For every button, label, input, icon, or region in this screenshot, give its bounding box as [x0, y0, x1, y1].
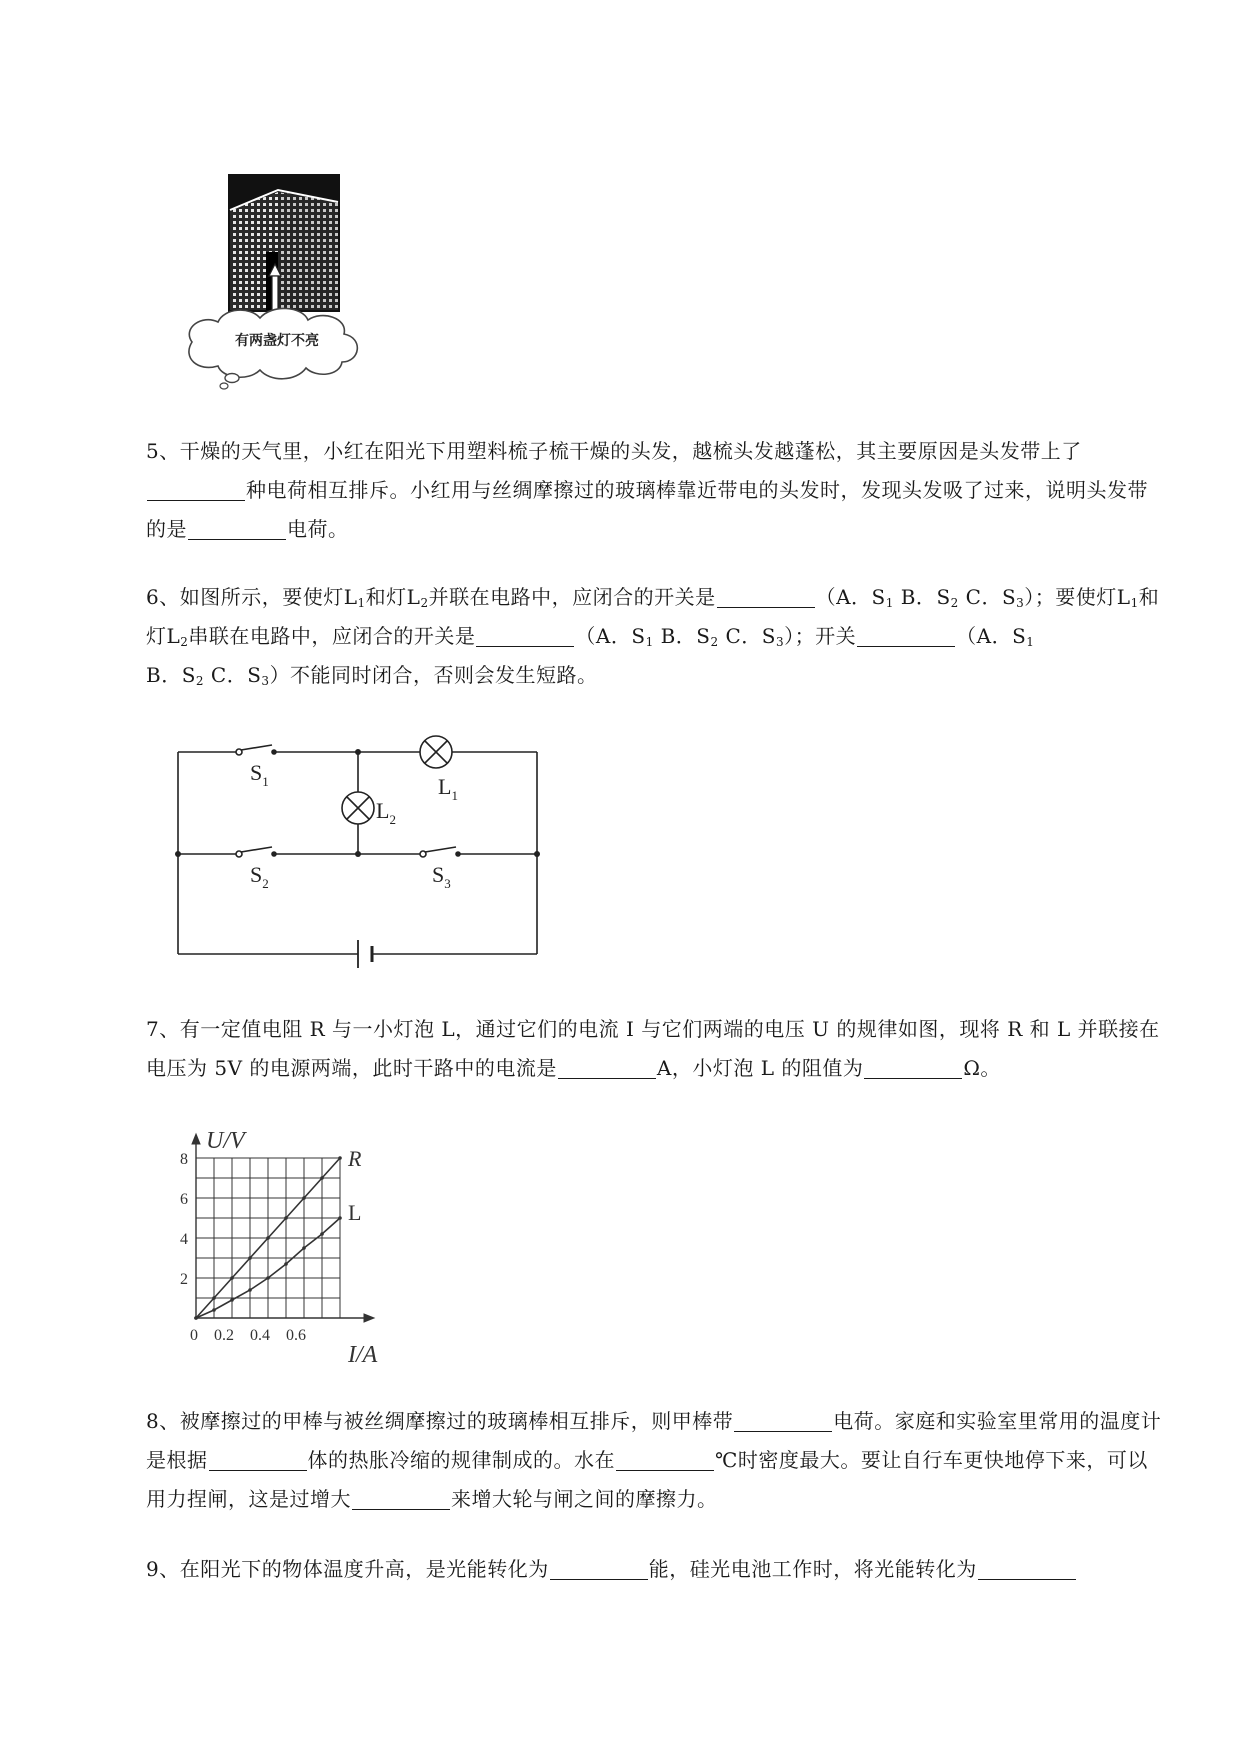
data-point — [338, 1216, 342, 1220]
question-number: 5、 — [146, 439, 180, 463]
question-text: ）；要使灯 — [1024, 585, 1117, 609]
question-number: 9、 — [146, 1557, 180, 1581]
question-text: 体的热胀冷缩的规律制成的。水在 — [307, 1448, 615, 1472]
question-8 — [146, 1402, 1166, 1519]
data-point — [248, 1288, 252, 1292]
question-text: 电荷。家庭和实验室里常用的温度计是根据 — [146, 1409, 1162, 1472]
x-axis-arrow — [364, 1314, 374, 1322]
data-point — [302, 1246, 306, 1250]
option-text: （A． — [956, 624, 1013, 648]
option-text: B． — [146, 663, 182, 687]
answer-blank[interactable] — [734, 1409, 832, 1432]
subscript: 2 — [195, 674, 205, 688]
label-s3: $S_3$ — [432, 862, 451, 891]
answer-blank[interactable] — [147, 478, 245, 501]
data-point — [212, 1296, 216, 1300]
x-tick-label: 0.6 — [286, 1327, 306, 1344]
answer-blank[interactable] — [352, 1487, 450, 1510]
question-text: 能，硅光电池工作时，将光能转化为 — [648, 1557, 977, 1581]
data-point — [338, 1156, 342, 1160]
question-text: 电荷。 — [287, 517, 349, 541]
question-number: 8、 — [146, 1409, 180, 1433]
question-7 — [146, 1010, 1166, 1088]
data-point — [230, 1298, 234, 1302]
answer-blank[interactable] — [857, 624, 955, 647]
answer-blank[interactable] — [209, 1448, 307, 1471]
series-label-R: R — [348, 1146, 362, 1171]
circuit-diagram — [170, 728, 550, 968]
data-point — [284, 1262, 288, 1266]
data-point — [230, 1276, 234, 1280]
symbol: S — [181, 663, 196, 687]
series-label-L: L — [348, 1200, 362, 1225]
y-axis-arrow — [192, 1134, 200, 1144]
switch-icon — [420, 847, 460, 857]
option-text: C． — [958, 585, 1002, 609]
symbol: S — [247, 663, 262, 687]
symbol: S — [1001, 585, 1017, 609]
option-text: B． — [653, 624, 697, 648]
question-number: 6、 — [146, 585, 180, 609]
symbol: S — [936, 585, 951, 609]
question-6 — [146, 578, 1166, 695]
y-axis-label: U/V — [206, 1128, 245, 1154]
question-text: 如图所示，要使灯 — [179, 585, 344, 609]
option-text: C． — [204, 663, 248, 687]
subscript: 1 — [357, 596, 366, 610]
symbol: S — [871, 585, 886, 609]
question-text: 干燥的天气里，小红在阳光下用塑料梳子梳干燥的头发，越梳头发越蓬松，其主要原因是头发带上了 — [179, 439, 1082, 463]
subscript: 3 — [261, 674, 270, 688]
data-point — [194, 1316, 198, 1320]
symbol: S — [631, 624, 646, 648]
option-text: B． — [893, 585, 937, 609]
subscript: 3 — [1016, 596, 1025, 610]
question-text: ）；开关 — [784, 624, 857, 648]
question-number: 7、 — [146, 1017, 180, 1041]
option-text: C． — [718, 624, 762, 648]
building-photo — [178, 172, 378, 392]
switch-icon — [236, 847, 276, 857]
symbol: S — [696, 624, 711, 648]
symbol: S — [1012, 624, 1027, 648]
subscript: 1 — [885, 596, 894, 610]
question-text: A，小灯泡 L 的阻值为 — [656, 1056, 864, 1080]
y-tick-label: 6 — [180, 1191, 188, 1208]
question-text: 在阳光下的物体温度升高，是光能转化为 — [179, 1557, 549, 1581]
switch-icon — [236, 745, 276, 755]
data-point — [302, 1196, 306, 1200]
battery-icon — [358, 940, 372, 968]
lamp-icon — [420, 736, 452, 768]
x-tick-label: 0 — [190, 1327, 198, 1344]
subscript: 3 — [776, 635, 785, 649]
question-text: 并联在电路中，应闭合的开关是 — [428, 585, 716, 609]
y-tick-label: 4 — [180, 1231, 188, 1248]
lamp-icon — [342, 792, 374, 824]
question-text: 和灯 — [365, 585, 407, 609]
data-point — [284, 1216, 288, 1220]
question-text: 有一定值电阻 R 与一小灯泡 L，通过它们的电流 I 与它们两端的电压 U 的规律如图，现将 R 和 L 并联接在电压为 5V 的电源两端，此时干路中的电流是 — [146, 1017, 1160, 1080]
answer-blank[interactable] — [188, 517, 286, 540]
answer-blank[interactable] — [978, 1557, 1076, 1580]
answer-blank[interactable] — [476, 624, 574, 647]
cloud-text: 有两盏灯不亮 — [235, 333, 319, 349]
data-point — [212, 1308, 216, 1312]
subscript: 2 — [950, 596, 959, 610]
answer-blank[interactable] — [550, 1557, 648, 1580]
symbol: L — [343, 585, 358, 609]
symbol: L — [1116, 585, 1131, 609]
subscript: 1 — [1026, 635, 1035, 649]
question-text: ）不能同时闭合，否则会发生短路。 — [269, 663, 598, 687]
question-text: 种电荷相互排斥。小红用与丝绸摩擦过的玻璃棒靠近带电的头发时，发现头发吸了过来，说明头发带的是 — [146, 478, 1148, 541]
chart-svg — [168, 1112, 428, 1372]
building-figure — [178, 172, 378, 392]
symbol: L — [166, 624, 181, 648]
question-text: 串联在电路中，应闭合的开关是 — [188, 624, 476, 648]
subscript: 2 — [710, 635, 719, 649]
label-s2: $S_2$ — [250, 862, 269, 891]
data-point — [248, 1256, 252, 1260]
question-9 — [146, 1550, 1166, 1589]
y-tick-label: 2 — [180, 1271, 188, 1288]
option-text: （A． — [575, 624, 632, 648]
question-text: Ω。 — [963, 1056, 1001, 1080]
x-tick-label: 0.4 — [250, 1327, 270, 1344]
x-tick-label: 0.2 — [214, 1327, 234, 1344]
question-text: 被摩擦过的甲棒与被丝绸摩擦过的玻璃棒相互排斥，则甲棒带 — [179, 1409, 734, 1433]
answer-blank[interactable] — [864, 1056, 962, 1079]
question-text: 和灯 — [146, 585, 1160, 648]
question-text: ℃时密度最大。要让自行车更快地停下来，可以用力捏闸，这是过增大 — [146, 1448, 1148, 1511]
subscript: 1 — [645, 635, 654, 649]
symbol: L — [406, 585, 421, 609]
data-point — [320, 1176, 324, 1180]
x-axis-label: I/A — [348, 1342, 378, 1368]
label-s1: $S_1$ — [250, 760, 269, 789]
question-text: 来增大轮与闸之间的摩擦力。 — [451, 1487, 718, 1511]
data-point — [266, 1236, 270, 1240]
subscript: 1 — [1130, 596, 1139, 610]
answer-blank[interactable] — [558, 1056, 656, 1079]
subscript: 2 — [180, 635, 189, 649]
option-text: （A． — [815, 585, 872, 609]
answer-blank[interactable] — [616, 1448, 714, 1471]
data-point — [266, 1276, 270, 1280]
symbol: S — [761, 624, 776, 648]
data-point — [320, 1232, 324, 1236]
answer-blank[interactable] — [717, 585, 815, 608]
label-l1: $L_1$ — [438, 774, 458, 803]
question-5 — [146, 432, 1166, 549]
y-tick-label: 8 — [180, 1151, 188, 1168]
label-l2: $L_2$ — [376, 798, 396, 827]
subscript: 2 — [420, 596, 429, 610]
ui-chart — [168, 1112, 428, 1372]
